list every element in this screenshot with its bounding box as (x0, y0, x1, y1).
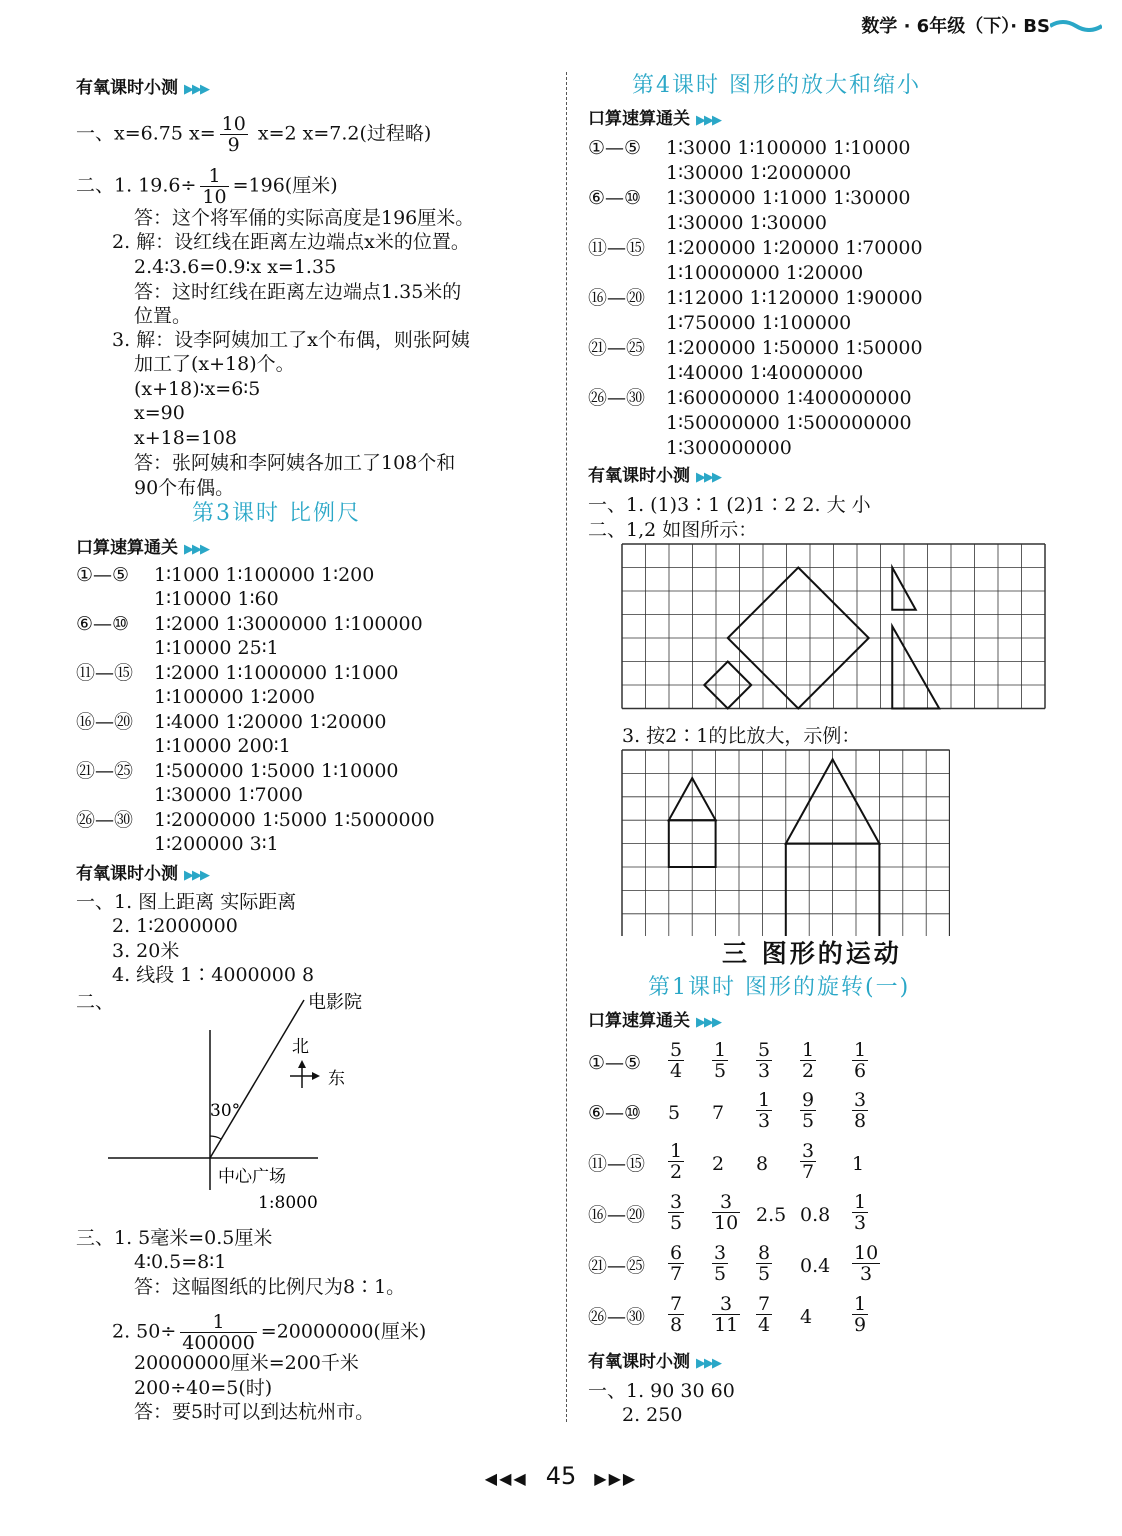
numerator: 1 (854, 1191, 867, 1213)
section-title: 口算速算通关 ▶▶▶ (588, 109, 720, 129)
numerator: 1 (758, 1089, 771, 1111)
numerator: 1 (670, 1140, 683, 1162)
item-range-label: ①—⑤ (588, 1052, 642, 1074)
denominator: 8 (854, 1110, 867, 1132)
numerator: 8 (758, 1242, 771, 1264)
numerator: 3 (712, 1192, 740, 1213)
answer-line: 三、1. 5毫米=0.5厘米 (76, 1227, 273, 1249)
page-number: 45 (545, 1462, 577, 1490)
chevrons-icon: ▶▶▶ (184, 868, 208, 883)
section-title: 有氧课时小测 ▶▶▶ (76, 78, 208, 98)
answer-line: x=90 (134, 402, 185, 424)
item-range-label: ⑯—⑳ (76, 711, 134, 733)
north-label: 北 (292, 1037, 309, 1057)
east-arrowhead-icon (312, 1072, 320, 1080)
denominator: 4 (670, 1060, 683, 1082)
answer-line: 2. 解：设红线在距离左边端点x米的位置。 (112, 231, 470, 253)
numerator: 1 (802, 1039, 815, 1061)
item-range-label: ⑥—⑩ (76, 613, 130, 635)
unit-title: 三 图形的运动 (722, 939, 902, 968)
fraction (796, 1040, 820, 1081)
answer-line: 1∶200000 3∶1 (154, 833, 279, 855)
item-range-label: ①—⑤ (76, 564, 130, 586)
item-range-label: ⑪—⑮ (588, 237, 646, 259)
numerator: 7 (670, 1293, 683, 1315)
north-arrowhead-icon (298, 1060, 306, 1068)
direction-line (210, 1000, 304, 1158)
answer-value: 4 (800, 1306, 813, 1328)
denominator: 3 (758, 1110, 771, 1132)
answer-line: 答：要5时可以到达杭州市。 (134, 1401, 375, 1423)
direction-map-diagram (100, 990, 400, 1220)
center-label: 中心广场 (218, 1167, 286, 1187)
denominator: 5 (758, 1263, 771, 1285)
fraction: $\frac{1}{400000}$ (182, 1311, 255, 1354)
fraction (848, 1243, 884, 1284)
answer-line: 1∶500000 1∶5000 1∶10000 (154, 760, 399, 782)
header-wave-decoration (1050, 18, 1102, 32)
fraction (708, 1294, 744, 1335)
column-divider (566, 72, 567, 1422)
answer-line: 答：这时红线在距离左边端点1.35米的 (134, 281, 462, 303)
answer-line: 1∶40000 1∶40000000 (666, 362, 864, 384)
answer-line: 4. 线段 1∶4000000 8 (112, 964, 315, 986)
answer-line: 90个布偶。 (134, 477, 235, 499)
numerator: 1 (854, 1039, 867, 1061)
section-title: 口算速算通关 ▶▶▶ (588, 1011, 720, 1031)
answer-value: 2.5 (756, 1204, 787, 1226)
fraction (752, 1294, 776, 1335)
answer-line: 一、1. 图上距离 实际距离 (76, 891, 297, 913)
answer-line: 1∶3000 1∶100000 1∶10000 (666, 137, 911, 159)
denominator: 7 (802, 1161, 815, 1183)
running-header: 数学 · 6年级（下）· BS (861, 16, 1050, 37)
denominator: 9 (854, 1314, 867, 1336)
answer-line: 3. 按2∶1的比放大，示例： (622, 725, 861, 747)
answer-line: 2.4∶3.6=0.9∶x x=1.35 (134, 256, 337, 278)
denominator: 8 (670, 1314, 683, 1336)
answer-line: 一、1. 90 30 60 (588, 1380, 735, 1402)
numerator: 5 (758, 1039, 771, 1061)
numerator: 5 (670, 1039, 683, 1061)
answer-line: 二、 (76, 991, 115, 1013)
item-range-label: ⑯—⑳ (588, 287, 646, 309)
item-range-label: ㉑—㉕ (588, 1255, 646, 1277)
answer-line: 2. 1∶2000000 (112, 915, 238, 937)
answer-line: 20000000厘米=200千米 (134, 1352, 359, 1374)
fraction (848, 1192, 872, 1233)
grid-figure-1 (620, 542, 1050, 722)
section-title: 有氧课时小测 ▶▶▶ (588, 466, 720, 486)
item-range-label: ⑪—⑮ (76, 662, 134, 684)
fraction (708, 1192, 744, 1233)
answer-line: 1∶30000 1∶2000000 (666, 162, 852, 184)
lesson-title: 第3课时 比例尺 (192, 501, 361, 526)
answer-line: 1∶2000000 1∶5000 1∶5000000 (154, 809, 435, 831)
answer-line: 答：这个将军俑的实际高度是196厘米。 (134, 207, 475, 229)
chevrons-icon: ▶▶▶ (696, 113, 720, 128)
denominator: 3 (758, 1060, 771, 1082)
large-triangle (892, 626, 939, 708)
answer-line: 答：这幅图纸的比例尺为8∶1。 (134, 1276, 406, 1298)
chevrons-icon: ▶▶▶ (184, 542, 208, 557)
numerator: 3 (670, 1191, 683, 1213)
answer-line: 1∶10000 25∶1 (154, 637, 279, 659)
answer-line: 1∶1000 1∶100000 1∶200 (154, 564, 375, 586)
chevrons-icon: ▶▶▶ (696, 1356, 720, 1371)
answer-line: 二、1. 19.6÷ $\frac{1}{10}$ =196(厘米) (76, 165, 338, 208)
answer-line: 4∶0.5=8∶1 (134, 1251, 227, 1273)
answer-value: 1 (852, 1153, 865, 1175)
numerator: 6 (670, 1242, 683, 1264)
answer-line: 1∶750000 1∶100000 (666, 312, 852, 334)
fraction (752, 1243, 776, 1284)
section-title: 有氧课时小测 ▶▶▶ (76, 864, 208, 884)
cinema-label: 电影院 (308, 992, 362, 1013)
answer-line: 1∶200000 1∶20000 1∶70000 (666, 237, 923, 259)
answer-line: 1∶12000 1∶120000 1∶90000 (666, 287, 923, 309)
grid-figure-2 (620, 748, 950, 936)
numerator: 3 (712, 1294, 740, 1315)
item-range-label: ㉑—㉕ (588, 337, 646, 359)
answer-line: 1∶50000000 1∶500000000 (666, 412, 912, 434)
fraction (796, 1090, 820, 1131)
denominator: 5 (802, 1110, 815, 1132)
page-footer (0, 1462, 1122, 1490)
fraction (752, 1040, 776, 1081)
numerator: 1 (854, 1293, 867, 1315)
denominator: 3 (854, 1212, 867, 1234)
section-title: 有氧课时小测 ▶▶▶ (588, 1352, 720, 1372)
angle-label: 30° (210, 1101, 241, 1121)
numerator: 9 (802, 1089, 815, 1111)
answer-value: 0.4 (800, 1255, 831, 1277)
fraction (848, 1090, 872, 1131)
answer-value: 8 (756, 1153, 769, 1175)
fraction (848, 1040, 872, 1081)
fraction (664, 1294, 688, 1335)
fraction (664, 1243, 688, 1284)
scale-label: 1:8000 (258, 1193, 318, 1213)
answer-line: x+18=108 (134, 427, 237, 449)
denominator: 5 (670, 1212, 683, 1234)
denominator: 3 (860, 1263, 873, 1285)
answer-line: 1∶10000 200∶1 (154, 735, 291, 757)
east-label: 东 (328, 1069, 345, 1089)
numerator: 3 (854, 1089, 867, 1111)
chevrons-icon: ▶▶▶ (696, 470, 720, 485)
answer-line: 1∶60000000 1∶400000000 (666, 387, 912, 409)
numerator: 7 (758, 1293, 771, 1315)
answer-line: 200÷40=5(时) (134, 1377, 273, 1399)
answer-line: 1∶2000 1∶3000000 1∶100000 (154, 613, 423, 635)
denominator: 5 (714, 1060, 727, 1082)
fraction (796, 1141, 820, 1182)
answer-value: 2 (712, 1153, 725, 1175)
fraction (664, 1192, 688, 1233)
chevrons-icon: ▶▶▶ (696, 1015, 720, 1030)
denominator: 5 (714, 1263, 727, 1285)
answer-line: 1∶200000 1∶50000 1∶50000 (666, 337, 923, 359)
chevrons-icon: ▶▶▶ (184, 82, 208, 97)
fraction (708, 1243, 732, 1284)
section-title: 口算速算通关 ▶▶▶ (76, 538, 208, 558)
answer-line: 1∶30000 1∶30000 (666, 212, 827, 234)
item-range-label: ㉑—㉕ (76, 760, 134, 782)
item-range-label: ⑪—⑮ (588, 1153, 646, 1175)
fraction: $\frac{10}{9}$ (221, 113, 246, 156)
answer-value: 7 (712, 1102, 725, 1124)
answer-line: 1∶10000 1∶60 (154, 588, 279, 610)
denominator: 10 (714, 1212, 739, 1234)
item-range-label: ㉖—㉚ (588, 387, 646, 409)
next-arrows-icon: ▶▶▶ (594, 1469, 638, 1488)
angle-arc (210, 1136, 221, 1139)
answer-line: 2. 50÷ $\frac{1}{400000}$ =20000000(厘米) (112, 1311, 427, 1354)
answer-line: 1∶30000 1∶7000 (154, 784, 303, 806)
answer-line: 1∶300000000 (666, 437, 792, 459)
answer-line: 加工了(x+18)个。 (134, 353, 295, 375)
answer-line: 答：张阿姨和李阿姨各加工了108个和 (134, 452, 456, 474)
prev-arrows-icon: ◀◀◀ (484, 1469, 528, 1488)
answer-line: 2. 250 (622, 1404, 683, 1426)
denominator: 11 (714, 1314, 739, 1336)
lesson-title: 第1课时 图形的旋转(一) (648, 975, 911, 1000)
fraction (664, 1141, 688, 1182)
answer-line: 一、1. (1)3∶1 (2)1∶2 2. 大 小 (588, 494, 871, 516)
item-range-label: ⑥—⑩ (588, 1102, 642, 1124)
denominator: 6 (854, 1060, 867, 1082)
numerator: 3 (802, 1140, 815, 1162)
denominator: 7 (670, 1263, 683, 1285)
answer-line: 1∶300000 1∶1000 1∶30000 (666, 187, 911, 209)
item-range-label: ①—⑤ (588, 137, 642, 159)
denominator: 4 (758, 1314, 771, 1336)
answer-line: 1∶2000 1∶1000000 1∶1000 (154, 662, 399, 684)
answer-line: 位置。 (134, 305, 192, 327)
numerator: 1 (714, 1039, 727, 1061)
fraction: $\frac{1}{10}$ (202, 165, 227, 208)
answer-line: 二、1,2 如图所示： (588, 519, 758, 541)
answer-line: 一、x=6.75 x= $\frac{10}{9}$ x=2 x=7.2(过程略) (76, 113, 432, 156)
numerator: 10 (854, 1242, 879, 1264)
answer-value: 5 (668, 1102, 681, 1124)
fraction (664, 1040, 688, 1081)
lesson-title: 第4课时 图形的放大和缩小 (632, 73, 921, 98)
answer-line: 3. 20米 (112, 940, 180, 962)
answer-line: 1∶10000000 1∶20000 (666, 262, 864, 284)
answer-line: (x+18)∶x=6∶5 (134, 378, 261, 400)
item-range-label: ⑯—⑳ (588, 1204, 646, 1226)
fraction (708, 1040, 732, 1081)
denominator: 2 (802, 1060, 815, 1082)
denominator: 2 (670, 1161, 683, 1183)
answer-line: 1∶4000 1∶20000 1∶20000 (154, 711, 387, 733)
fraction (848, 1294, 872, 1335)
answer-line: 1∶100000 1∶2000 (154, 686, 315, 708)
numerator: 3 (714, 1242, 727, 1264)
answer-line: 3. 解：设李阿姨加工了x个布偶，则张阿姨 (112, 329, 470, 351)
item-range-label: ㉖—㉚ (76, 809, 134, 831)
item-range-label: ㉖—㉚ (588, 1306, 646, 1328)
answer-value: 0.8 (800, 1204, 831, 1226)
item-range-label: ⑥—⑩ (588, 187, 642, 209)
fraction (752, 1090, 776, 1131)
